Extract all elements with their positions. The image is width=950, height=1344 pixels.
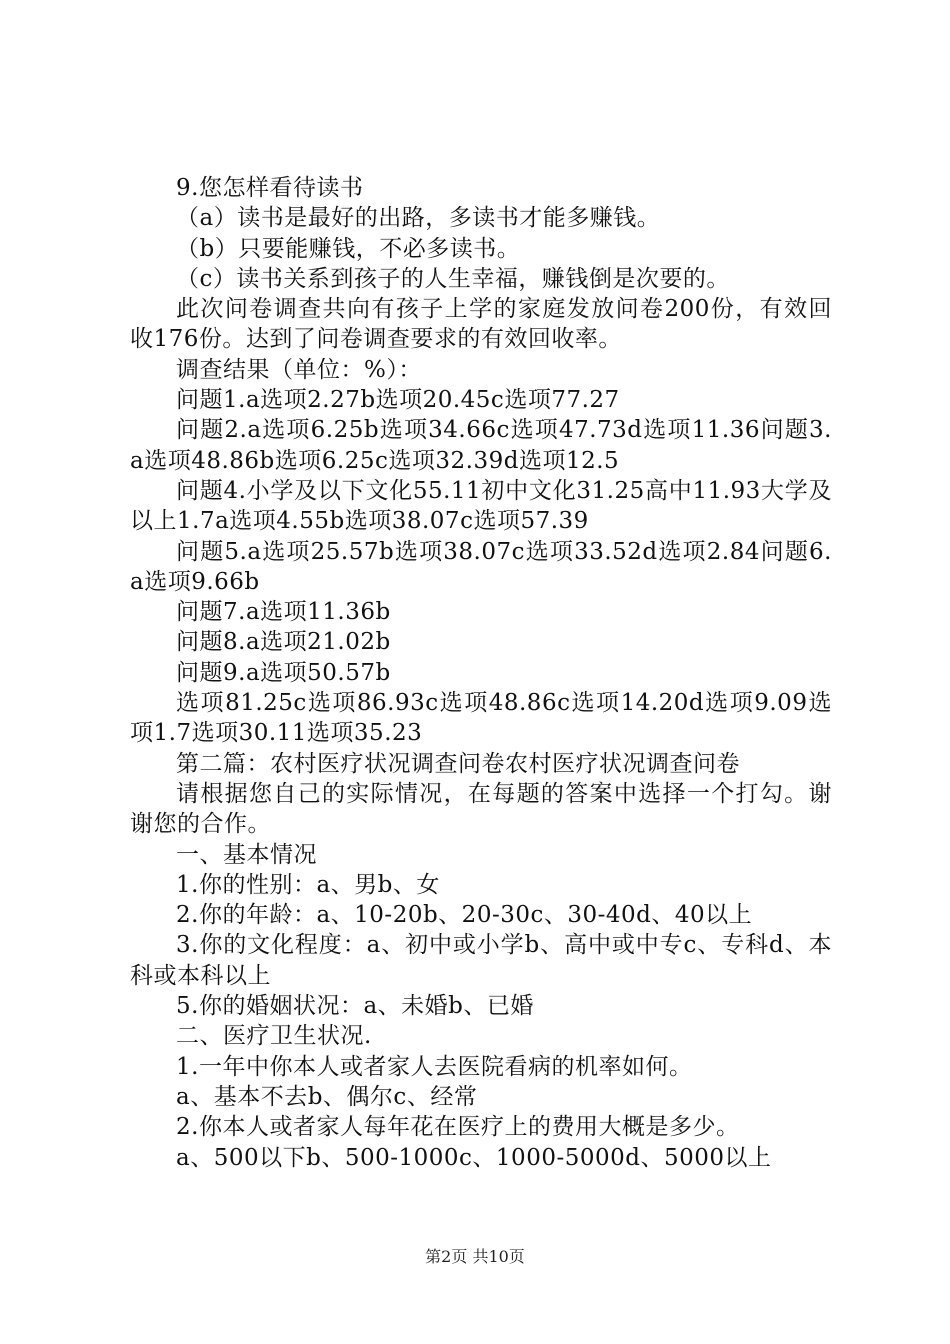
section-heading: 一、基本情况 <box>176 841 317 868</box>
paragraph: 此次问卷调查共向有孩子上学的家庭发放问卷200份，有效回收176份。达到了问卷调查要求的有效回收率。 <box>130 296 832 353</box>
document-body <box>130 173 832 1173</box>
paragraph: 选项81.25c选项86.93c选项48.86c选项14.20d选项9.09选项1.7选项30.11选项35.23 <box>130 690 832 747</box>
paragraph: 5.你的婚姻状况：a、未婚b、已婚 <box>176 993 534 1020</box>
paragraph: 问题4.小学及以下文化55.11初中文化31.25高中11.93大学及以上1.7a选项4.55b选项38.07c选项57.39 <box>130 477 832 535</box>
page-footer: 第2页 共10页 <box>425 1247 525 1266</box>
paragraph: 调查结果（单位：%）： <box>176 356 422 383</box>
section-heading: 二、医疗卫生状况. <box>176 1023 372 1050</box>
paragraph: 请根据您自己的实际情况，在每题的答案中选择一个打勾。谢谢您的合作。 <box>130 780 832 838</box>
paragraph: 问题9.a选项50.57b <box>176 659 391 686</box>
paragraph: （a）读书是最好的出路，多读书才能多赚钱。 <box>176 205 661 232</box>
paragraph: a、500以下b、500-1000c、1000-5000d、5000以上 <box>176 1144 772 1171</box>
paragraph: 1.你的性别：a、男b、女 <box>176 871 440 898</box>
paragraph: 3.你的文化程度：a、初中或小学b、高中或中专c、专科d、本科或本科以上 <box>130 932 832 989</box>
paragraph: （c）读书关系到孩子的人生幸福，赚钱倒是次要的。 <box>176 265 730 292</box>
paragraph: 2.你本人或者家人每年花在医疗上的费用大概是多少。 <box>176 1114 740 1141</box>
paragraph: 问题8.a选项21.02b <box>176 629 391 656</box>
paragraph: （b）只要能赚钱，不必多读书。 <box>176 235 521 262</box>
paragraph: 问题1.a选项2.27b选项20.45c选项77.27 <box>176 387 620 414</box>
paragraph: 问题7.a选项11.36b <box>176 599 391 626</box>
paragraph: 2.你的年龄：a、10-20b、20-30c、30-40d、40以上 <box>176 902 753 929</box>
paragraph: 9.您怎样看待读书 <box>176 175 364 201</box>
section-heading: 第二篇：农村医疗状况调查问卷农村医疗状况调查问卷 <box>176 750 740 777</box>
paragraph: 1.一年中你本人或者家人去医院看病的机率如何。 <box>176 1053 693 1080</box>
paragraph: a、基本不去b、偶尔c、经常 <box>176 1083 478 1110</box>
paragraph: 问题2.a选项6.25b选项34.66c选项47.73d选项11.36问题3.a选项48.86b选项6.25c选项32.39d选项12.5 <box>130 417 832 474</box>
paragraph: 问题5.a选项25.57b选项38.07c选项33.52d选项2.84问题6.a选项9.66b <box>130 538 832 595</box>
